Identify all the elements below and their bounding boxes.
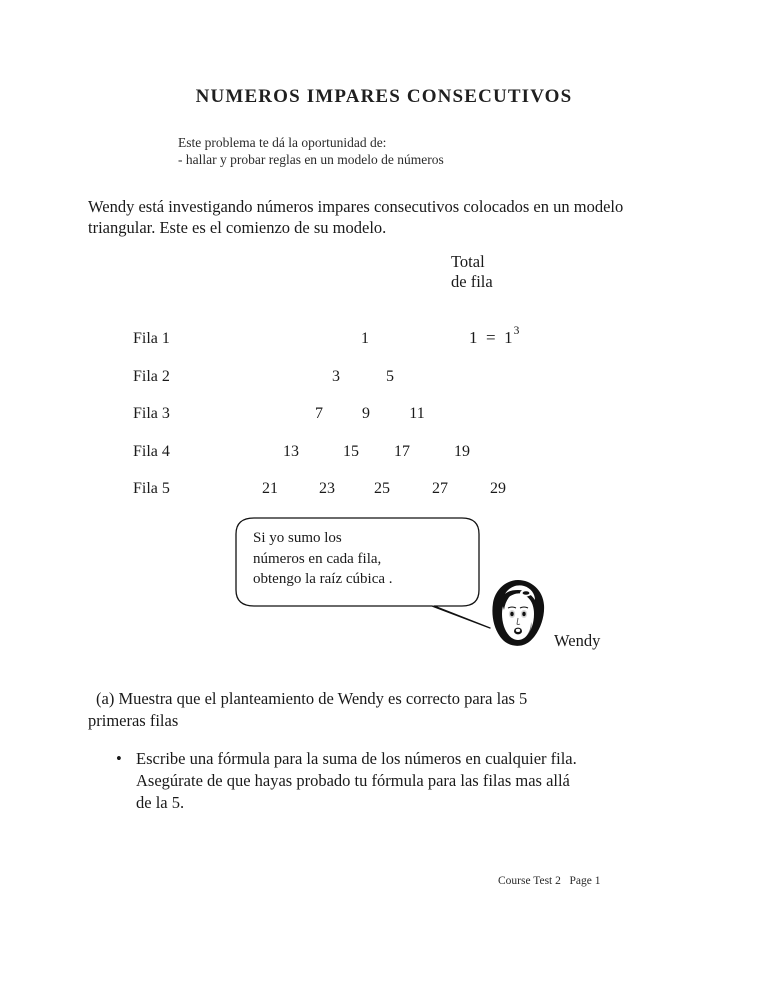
row-label-1: Fila 1	[133, 330, 170, 347]
objectives-block	[178, 134, 444, 168]
speech-bubble	[228, 508, 508, 638]
bubble-line-3: obtengo la raíz cúbica .	[253, 571, 393, 587]
row-total-header-line1: Total	[451, 252, 485, 271]
row-total-header	[451, 252, 493, 292]
page-title: NUMEROS IMPARES CONSECUTIVOS	[195, 86, 573, 107]
character-name-label: Wendy	[554, 631, 601, 650]
cell-r3c3: 11	[409, 405, 425, 422]
row-total-header-line2: de fila	[451, 272, 493, 291]
row-label-5: Fila 5	[133, 480, 170, 497]
objectives-bullet-line: - hallar y probar reglas en un modelo de números	[178, 152, 444, 167]
bullet-line-3: de la 5.	[136, 793, 185, 812]
row-label-4: Fila 4	[133, 442, 170, 460]
table-row	[0, 330, 768, 368]
bullet-first-line	[116, 748, 676, 770]
wendy-face-icon	[489, 578, 547, 648]
cell-r4c2: 15	[343, 442, 359, 460]
cell-r5c3: 25	[374, 480, 390, 497]
objectives-intro-line: Este problema te dá la oportunidad de:	[178, 135, 387, 150]
cell-r5c4: 27	[432, 480, 448, 497]
cell-r5c2: 23	[319, 480, 335, 497]
equation-left-operand: 1	[469, 328, 478, 347]
bullet-line-1: Escribe una fórmula para la suma de los números en cualquier fila.	[136, 749, 577, 768]
page-footer: Course Test 2 Page 1	[498, 875, 601, 887]
question-part-a-line1: (a) Muestra que el planteamiento de Wendy es correcto para las 5	[96, 689, 528, 708]
bullet-second-line	[116, 770, 676, 792]
cell-r2c2: 5	[386, 367, 394, 385]
row-label-3: Fila 3	[133, 405, 170, 422]
table-row	[0, 443, 768, 481]
cell-r3c1: 7	[315, 405, 323, 422]
cell-r2c1: 3	[332, 367, 340, 385]
bullet-third-line	[116, 792, 676, 814]
bubble-line-2: números en cada fila,	[253, 550, 382, 567]
table-row	[0, 405, 768, 443]
cell-r4c4: 19	[454, 442, 470, 460]
equation-exponent: 3	[513, 325, 520, 337]
question-part-a	[88, 688, 688, 732]
cell-r3c2: 9	[362, 405, 370, 422]
table-row	[0, 368, 768, 406]
intro-paragraph: Wendy está investigando números impares consecutivos colocados en un modelo triangular. Este es el comienzo de su modelo.	[88, 197, 624, 237]
cell-r4c3: 17	[394, 442, 410, 460]
question-bullet-task	[116, 748, 676, 814]
number-triangle	[0, 330, 768, 518]
equation-equals-sign: =	[486, 328, 496, 347]
speech-bubble-text	[253, 528, 483, 590]
row-label-2: Fila 2	[133, 367, 170, 385]
cell-r4c1: 13	[283, 442, 299, 460]
equation-right-operand: 1	[504, 328, 513, 347]
bullet-dot-icon: •	[116, 749, 122, 768]
cell-r5c5: 29	[490, 480, 506, 497]
bubble-line-1: Si yo sumo los	[253, 530, 342, 546]
question-part-a-line2: primeras filas	[88, 711, 179, 730]
cell-r5c1: 21	[262, 480, 278, 497]
bullet-line-2: Asegúrate de que hayas probado tu fórmula para las filas mas allá	[136, 771, 570, 790]
cell-r1c1: 1	[361, 330, 369, 347]
